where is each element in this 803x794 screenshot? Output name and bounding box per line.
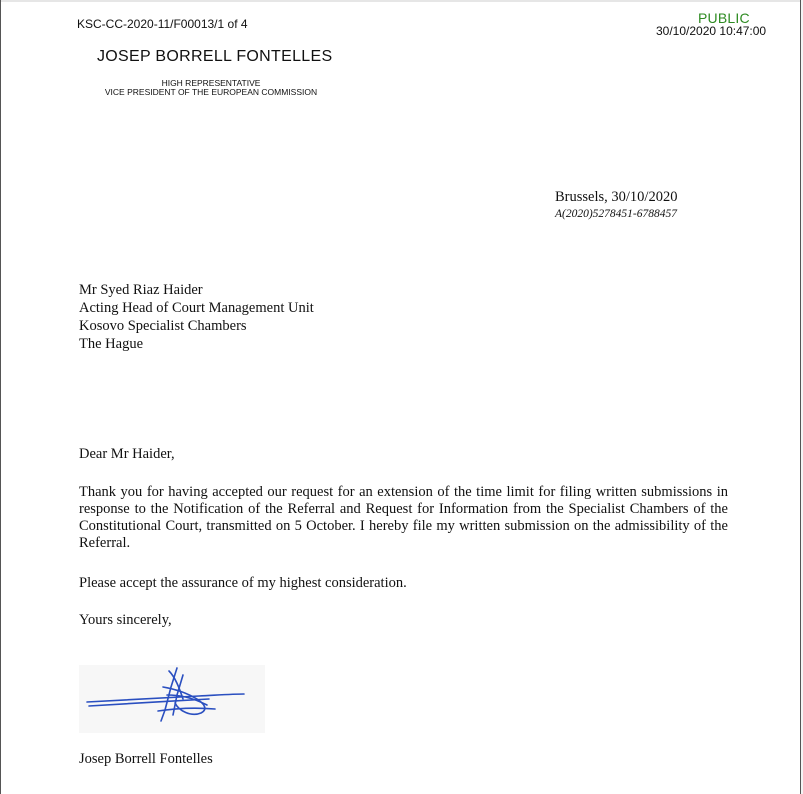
letterhead-role-line-2: VICE PRESIDENT OF THE EUROPEAN COMMISSION [104,87,318,97]
handwritten-signature [79,665,265,733]
signatory-name: Josep Borrell Fontelles [79,751,213,767]
recipient-name: Mr Syed Riaz Haider [79,282,203,298]
letterhead-role-line-1: HIGH REPRESENTATIVE [161,78,261,88]
recipient-title: Acting Head of Court Management Unit [79,300,314,316]
filing-timestamp: 30/10/2020 10:47:00 [656,24,767,38]
classification-label: PUBLIC [698,10,750,26]
recipient-organisation: Kosovo Specialist Chambers [79,318,247,334]
complimentary-close: Yours sincerely, [79,612,172,628]
document-reference: A(2020)5278451-6788457 [555,208,678,220]
closing-formula: Please accept the assurance of my highest consideration. [79,575,407,591]
letter-body: Thank you for having accepted our request for an extension of the time limit for filing written submissions in response to the Notification of the Referral and Request for Information from the Specialist Chambers of the Constitutional Court, transmitted on 5 October. I hereby file my written submission on the admissibility of the Referral. [79,484,728,551]
salutation: Dear Mr Haider, [79,446,175,462]
case-reference: KSC-CC-2020-11/F00013/1 of 4 [77,17,248,31]
place-and-date: Brussels, 30/10/2020 [555,189,678,205]
recipient-city: The Hague [79,336,144,352]
letterhead-name: JOSEP BORRELL FONTELLES [97,48,333,65]
page-top-edge [1,0,800,2]
